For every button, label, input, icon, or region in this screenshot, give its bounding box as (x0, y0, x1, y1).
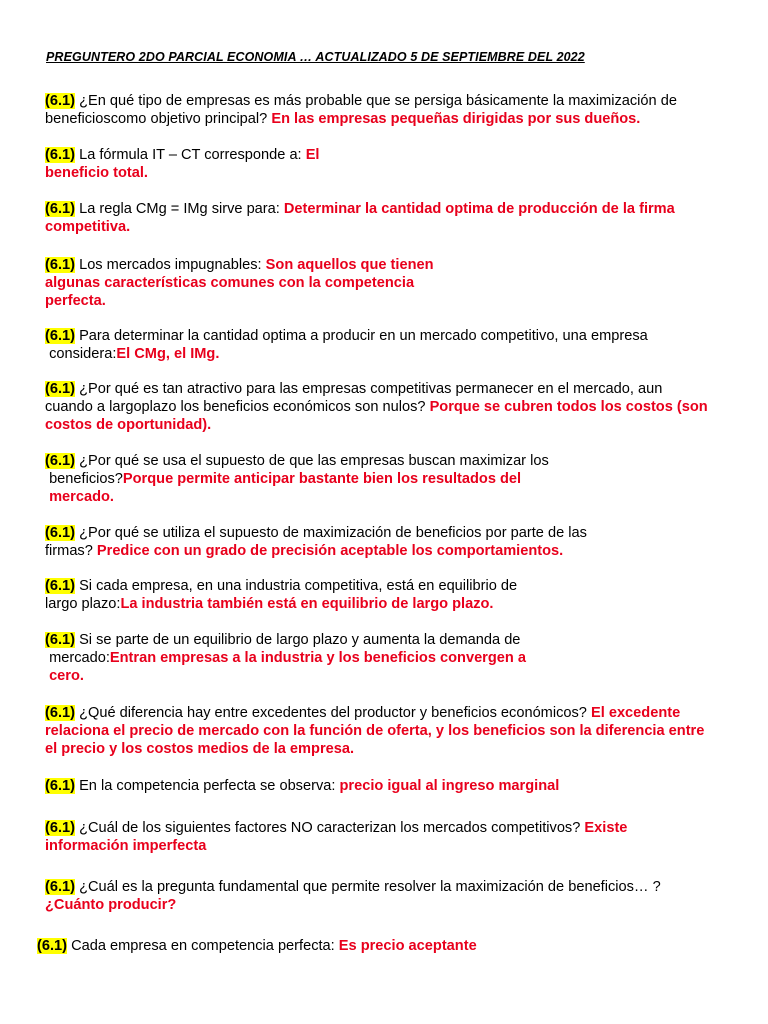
section-tag: (6.1) (37, 938, 68, 954)
question-13 (45, 819, 627, 855)
answer-text: La industria también está en equilibrio de largo plazo. (120, 596, 494, 612)
question-text: ¿Cuál es la pregunta fundamental que permite resolver la maximización de beneficios… ? (79, 879, 661, 895)
question-text: mercado: (49, 650, 110, 666)
section-tag: (6.1) (45, 257, 76, 273)
question-text: ¿Por qué se usa el supuesto de que las empresas buscan maximizar los (79, 453, 549, 469)
answer-text: El excedente (590, 705, 681, 721)
question-text: largo plazo: (45, 596, 121, 612)
question-1 (45, 92, 677, 128)
question-text: ¿Por qué se utiliza el supuesto de maximización de beneficios por parte de las (79, 525, 587, 541)
question-text: beneficioscomo objetivo principal? (45, 111, 268, 127)
section-tag: (6.1) (45, 578, 76, 594)
answer-text: En las empresas pequeñas dirigidas por sus dueños. (271, 111, 641, 127)
section-tag: (6.1) (45, 381, 76, 397)
answer-text: Porque permite anticipar bastante bien los resultados del (122, 471, 522, 487)
section-tag: (6.1) (45, 525, 76, 541)
question-text: Los mercados impugnables: (79, 257, 262, 273)
question-11 (45, 704, 704, 758)
answer-text: El CMg, el IMg. (116, 346, 220, 362)
section-tag: (6.1) (45, 93, 76, 109)
section-tag: (6.1) (45, 147, 76, 163)
question-4 (45, 256, 434, 310)
question-text: ¿Por qué es tan atractivo para las empresas competitivas permanecer en el mercado, aun (79, 381, 663, 397)
answer-text: perfecta. (45, 293, 106, 309)
section-tag: (6.1) (45, 778, 76, 794)
question-5 (45, 327, 648, 363)
question-text: Si se parte de un equilibrio de largo plazo y aumenta la demanda de (79, 632, 521, 648)
question-7 (45, 452, 549, 506)
question-text: ¿Qué diferencia hay entre excedentes del productor y beneficios económicos? (79, 705, 587, 721)
answer-text: Determinar la cantidad optima de producción de la firma (283, 201, 675, 217)
question-text: En la competencia perfecta se observa: (79, 778, 336, 794)
answer-text: Porque se cubren todos los costos (son (429, 399, 708, 415)
answer-text: Predice con un grado de precisión aceptable los comportamientos. (96, 543, 564, 559)
question-8 (45, 524, 587, 560)
section-tag: (6.1) (45, 453, 76, 469)
document-title: PREGUNTERO 2DO PARCIAL ECONOMIA … ACTUALIZADO 5 DE SEPTIEMBRE DEL 2022 (46, 50, 585, 64)
answer-text: Entran empresas a la industria y los beneficios convergen a (109, 650, 526, 666)
section-tag: (6.1) (45, 820, 76, 836)
answer-text: beneficio total. (45, 165, 148, 181)
question-9 (45, 577, 517, 613)
section-tag: (6.1) (45, 705, 76, 721)
question-3 (45, 200, 675, 236)
question-text: La fórmula IT – CT corresponde a: (79, 147, 302, 163)
section-tag: (6.1) (45, 201, 76, 217)
answer-text: mercado. (49, 489, 114, 505)
question-14 (45, 878, 661, 914)
question-text: Si cada empresa, en una industria competitiva, está en equilibrio de (79, 578, 518, 594)
question-15 (37, 937, 477, 955)
answer-text: costos de oportunidad). (45, 417, 212, 433)
section-tag: (6.1) (45, 328, 76, 344)
question-text: Para determinar la cantidad optima a producir en un mercado competitivo, una empresa (79, 328, 648, 344)
question-text: ¿En qué tipo de empresas es más probable que se persiga básicamente la maximización de (79, 93, 677, 109)
answer-text: precio igual al ingreso marginal (339, 778, 560, 794)
section-tag: (6.1) (45, 632, 76, 648)
question-text: beneficios? (49, 471, 123, 487)
answer-text: el precio y los costos medios de la empresa. (45, 741, 355, 757)
question-12 (45, 777, 559, 795)
question-text: considera: (49, 346, 117, 362)
question-2 (45, 146, 319, 182)
answer-text: Es precio aceptante (338, 938, 477, 954)
answer-text: El (305, 147, 320, 163)
question-text: ¿Cuál de los siguientes factores NO caracterizan los mercados competitivos? (79, 820, 581, 836)
question-text: Cada empresa en competencia perfecta: (71, 938, 335, 954)
section-tag: (6.1) (45, 879, 76, 895)
answer-text: ¿Cuánto producir? (45, 897, 177, 913)
answer-text: información imperfecta (45, 838, 207, 854)
question-text: cuando a largoplazo los beneficios económicos son nulos? (45, 399, 426, 415)
answer-text: relaciona el precio de mercado con la función de oferta, y los beneficios son la diferencia entre (45, 723, 705, 739)
answer-text: algunas características comunes con la competencia (45, 275, 415, 291)
answer-text: Existe (584, 820, 628, 836)
question-text: La regla CMg = IMg sirve para: (79, 201, 280, 217)
answer-text: cero. (49, 668, 84, 684)
answer-text: Son aquellos que tienen (265, 257, 434, 273)
question-10 (45, 631, 526, 685)
question-text: firmas? (45, 543, 93, 559)
question-6 (45, 380, 708, 434)
answer-text: competitiva. (45, 219, 131, 235)
